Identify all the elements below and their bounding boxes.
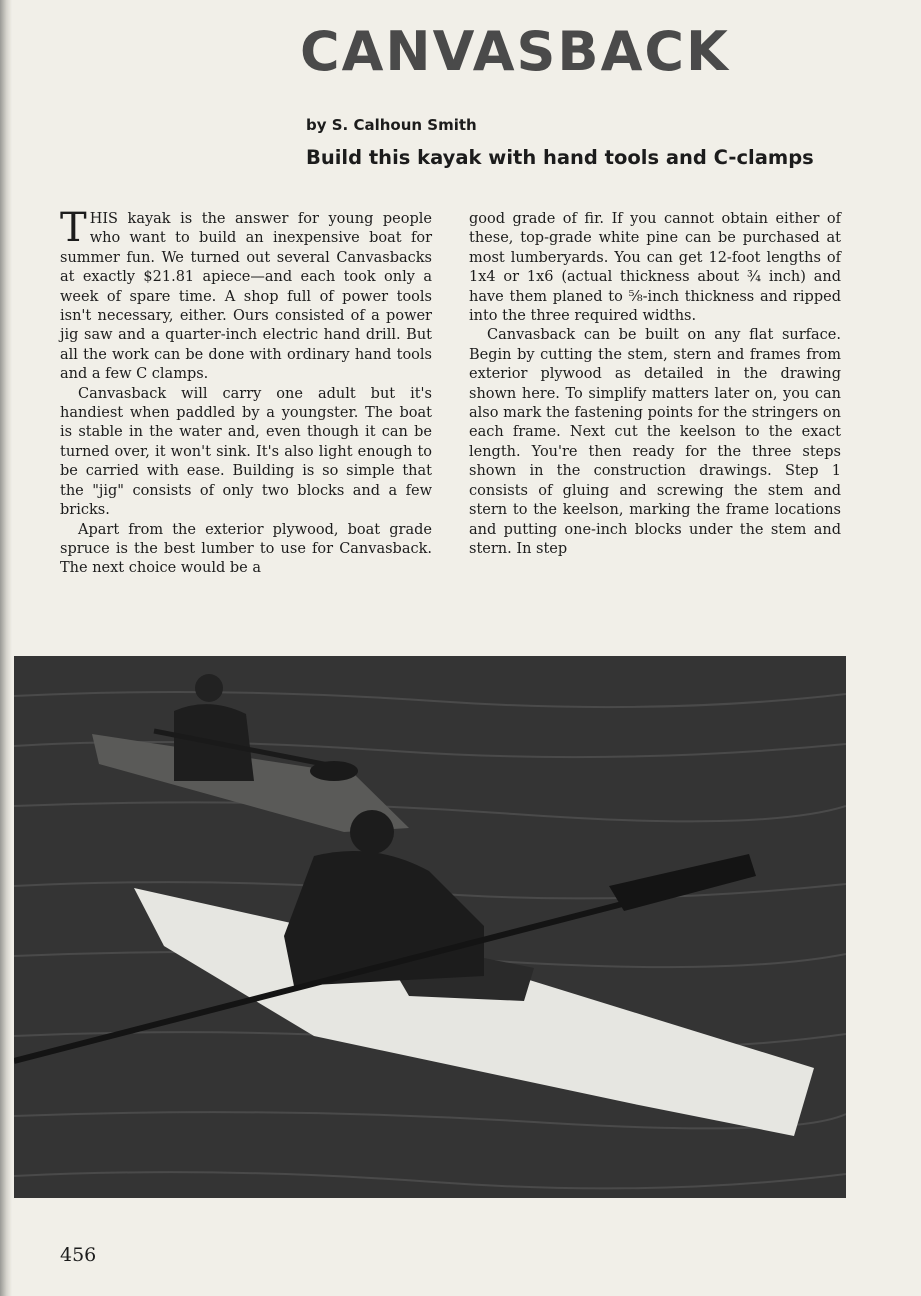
paragraph-4: good grade of fir. If you cannot obtain either of these, top-grade white pine can be purchased at most lumberyards. You can get 12-foot lengths of 1x4 or 1x6 (actual thickness about ¾ inch) and have them planed to ⅝-inch thickness and ripped into the three required widths.	[469, 211, 841, 325]
text-column-right	[469, 210, 841, 559]
paragraph-1	[60, 205, 432, 385]
back-paddle-blade	[310, 761, 358, 781]
kayak-photo-illustration	[14, 656, 846, 1198]
paragraph-3: Apart from the exterior plywood, boat grade spruce is the best lumber to use for Canvasback. The next choice would be a	[60, 521, 432, 577]
front-paddler-head	[350, 810, 394, 854]
article-title: CANVASBACK	[300, 20, 730, 83]
article-subtitle: Build this kayak with hand tools and C-clamps	[306, 146, 814, 169]
paragraph-1-text: HIS kayak is the answer for young people who want to build an inexpensive boat for summer fun. We turned out several Canvasbacks at exactly $21.81 apiece—and each took only a week of spare time. A shop full of power tools isn't necessary, either. Ours consisted of a power jig saw and a quarter-inch electric hand drill. But all the work can be done with ordinary hand tools and a few C clamps.	[60, 211, 432, 383]
paragraph-2: Canvasback will carry one adult but it's handiest when paddled by a youngster. The boat is stable in the water and, even though it can be turned over, it won't sink. It's also light enough to be carried with ease. Building is so simple that the "jig" consists of only two blocks and a few bricks.	[60, 385, 432, 519]
text-column-left	[60, 205, 432, 579]
binding-gutter	[0, 0, 12, 1296]
byline: by S. Calhoun Smith	[306, 116, 477, 134]
kayak-photo	[14, 656, 846, 1198]
paragraph-5: Canvasback can be built on any flat surface. Begin by cutting the stem, stern and frames from exterior plywood as detailed in the drawing shown here. To simplify matters later on, you can also mark the fastening points for the stringers on each frame. Next cut the keelson to the exact length. You're then ready for the three steps shown in the construction drawings. Step 1 consists of gluing and screwing the stem and stern to the keelson, marking the frame locations and putting one-inch blocks under the stem and stern. In step	[469, 327, 841, 557]
back-paddler-head	[195, 674, 223, 702]
drop-cap: T	[60, 205, 87, 251]
page-number: 456	[60, 1244, 97, 1266]
